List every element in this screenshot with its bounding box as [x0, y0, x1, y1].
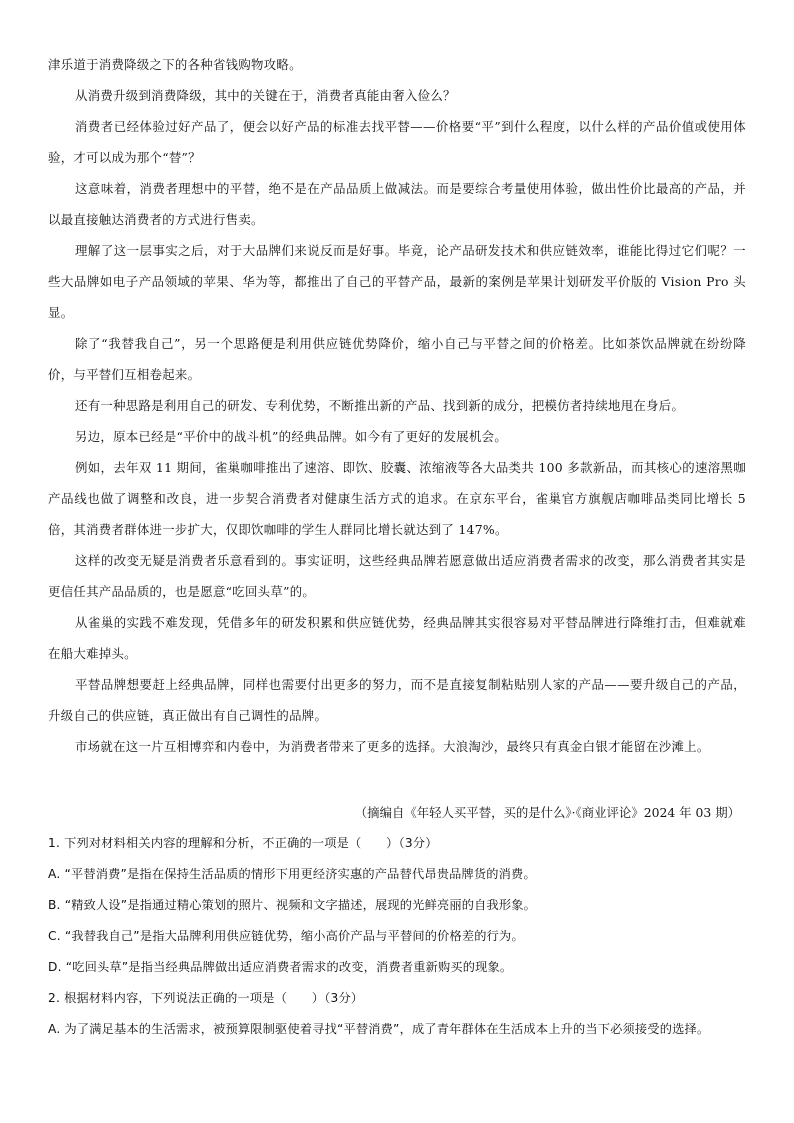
article-paragraph-4: 理解了这一层事实之后，对于大品牌们来说反而是好事。毕竟，论产品研发技术和供应链效率，谁能比得过它们呢？一些大品牌如电子产品领域的苹果、华为等，都推出了自己的平替产品，最新的案例是苹果计划研发平价版的 Vision Pro 头显。 — [48, 243, 746, 320]
article-paragraph-7: 另边，原本已经是“平价中的战斗机”的经典品牌。如今有了更好的发展机会。 — [75, 429, 508, 444]
question-1-option-c: C. “我替我自己”是指大品牌利用供应链优势，缩小高价产品与平替间的价格差的行为。 — [48, 929, 524, 943]
question-1-option-b: B. “精致人设”是指通过精心策划的照片、视频和文字描述，展现的光鲜亮丽的自我形象。 — [48, 898, 537, 912]
article-paragraph-3: 这意味着，消费者理想中的平替，绝不是在产品品质上做减法。而是要综合考量使用体验，做出性价比最高的产品，并以最直接触达消费者的方式进行售卖。 — [48, 181, 746, 227]
article-paragraph-0: 津乐道于消费降级之下的各种省钱购物攻略。 — [48, 57, 302, 72]
article-paragraph-6: 还有一种思路是利用自己的研发、专利优势，不断推出新的产品、找到新的成分，把模仿者持续地甩在身后。 — [75, 398, 685, 413]
article-paragraph-9: 这样的改变无疑是消费者乐意看到的。事实证明，这些经典品牌若愿意做出适应消费者需求的改变，那么消费者其实是更信任其产品品质的，也是愿意“吃回头草”的。 — [48, 553, 746, 599]
article-source: （摘编自《年轻人买平替，买的是什么》·《商业评论》2024 年 03 期） — [354, 805, 740, 820]
article-paragraph-12: 市场就在这一片互相博弈和内卷中，为消费者带来了更多的选择。大浪淘沙，最终只有真金白银才能留在沙滩上。 — [75, 739, 710, 754]
article-paragraph-10: 从雀巢的实践不难发现，凭借多年的研发积累和供应链优势，经典品牌其实很容易对平替品牌进行降维打击，但难就难在船大难掉头。 — [48, 615, 746, 661]
question-1-option-a: A. “平替消费”是指在保持生活品质的情形下用更经济实惠的产品替代昂贵品牌货的消费。 — [48, 867, 536, 881]
question-2-stem: 2. 根据材料内容，下列说法正确的一项是（ ）（3分） — [48, 991, 364, 1005]
question-1-stem: 1. 下列对材料相关内容的理解和分析，不正确的一项是（ ）（3分） — [48, 836, 438, 850]
question-1-option-d: D. “吃回头草”是指当经典品牌做出适应消费者需求的改变，消费者重新购买的现象。 — [48, 960, 513, 974]
article-paragraph-8: 例如，去年双 11 期间，雀巢咖啡推出了速溶、即饮、胶囊、浓缩液等各大品类共 100 多款新品，而其核心的速溶黑咖产品线也做了调整和改良，进一步契合消费者对健康生活方式的追求。在京东平台，雀巢官方旗舰店咖啡品类同比增长 5 倍，其消费者群体进一步扩大，仅即饮咖啡的学生人群同比增长就达到了 147%。 — [48, 460, 746, 537]
question-2-option-a: A. 为了满足基本的生活需求，被预算限制驱使着寻找“平替消费”，成了青年群体在生活成本上升的当下必须接受的选择。 — [48, 1022, 710, 1036]
article-paragraph-11: 平替品牌想要赶上经典品牌，同样也需要付出更多的努力，而不是直接复制粘贴别人家的产品——要升级自己的产品，升级自己的供应链，真正做出有自己调性的品牌。 — [48, 677, 746, 723]
article-paragraph-2: 消费者已经体验过好产品了，便会以好产品的标准去找平替——价格要“平”到什么程度，以什么样的产品价值或使用体验，才可以成为那个“替”？ — [48, 119, 746, 165]
article-paragraph-5: 除了“我替我自己”，另一个思路便是利用供应链优势降价，缩小自己与平替之间的价格差。比如茶饮品牌就在纷纷降价，与平替们互相卷起来。 — [48, 336, 746, 382]
article-paragraph-1: 从消费升级到消费降级，其中的关键在于，消费者真能由奢入俭么？ — [75, 88, 456, 103]
